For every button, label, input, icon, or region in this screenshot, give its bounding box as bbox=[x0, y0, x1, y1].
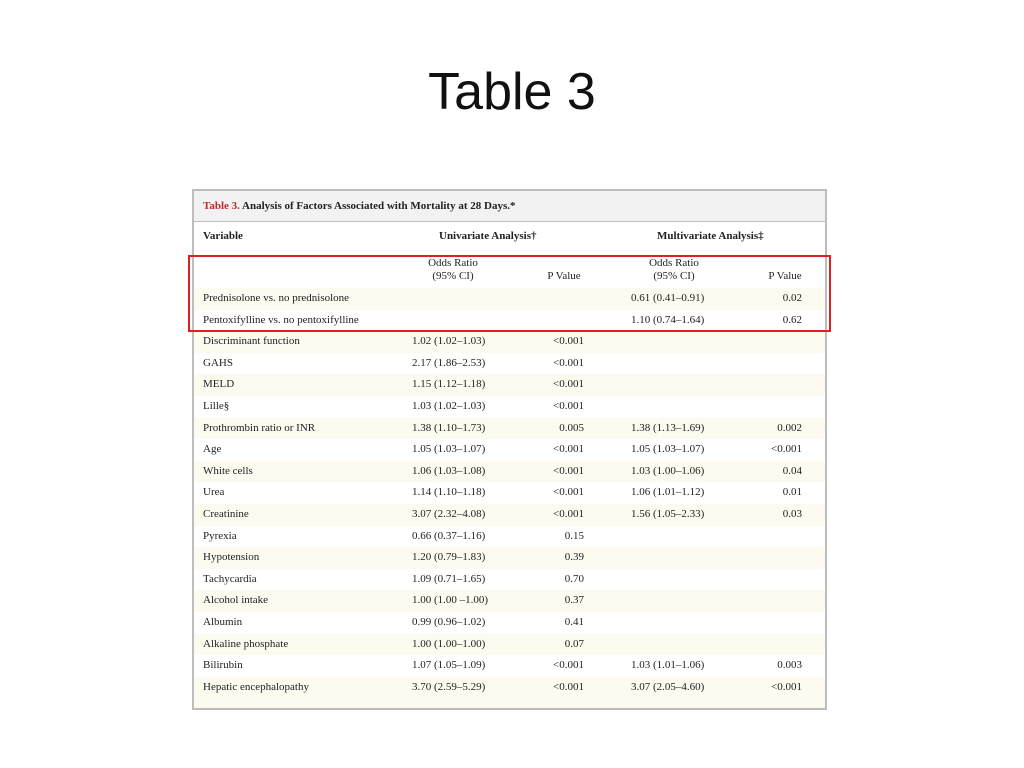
cell-univariate-or: 3.07 (2.32–4.08) bbox=[412, 507, 486, 520]
cell-univariate-or: 2.17 (1.86–2.53) bbox=[412, 356, 486, 369]
slide-title: Table 3 bbox=[428, 63, 596, 121]
cell-variable: Alcohol intake bbox=[203, 594, 269, 607]
cell-univariate-or: 1.38 (1.10–1.73) bbox=[412, 421, 486, 434]
subheader-p1: P Value bbox=[547, 270, 581, 282]
cell-univariate-or: 1.05 (1.03–1.07) bbox=[412, 443, 486, 456]
cell-multivariate-p: 0.04 bbox=[782, 464, 802, 477]
table-row bbox=[194, 569, 825, 591]
highlight-box bbox=[188, 255, 831, 332]
cell-multivariate-or: 1.03 (1.00–1.06) bbox=[631, 464, 705, 477]
cell-multivariate-or: 1.56 (1.05–2.33) bbox=[631, 507, 705, 520]
cell-univariate-p: <0.001 bbox=[553, 356, 584, 369]
subheader-or1-line2: (95% CI) bbox=[432, 270, 474, 282]
cell-univariate-or: 1.00 (1.00 –1.00) bbox=[412, 594, 489, 607]
table-row bbox=[194, 353, 825, 375]
cell-univariate-or: 1.02 (1.02–1.03) bbox=[412, 335, 486, 348]
subheader-or1-line1: Odds Ratio bbox=[428, 257, 478, 269]
cell-univariate-p: 0.15 bbox=[564, 529, 584, 542]
cell-univariate-p: <0.001 bbox=[553, 464, 584, 477]
cell-variable: Prothrombin ratio or INR bbox=[203, 421, 316, 434]
cell-variable: Urea bbox=[203, 486, 225, 499]
cell-variable: Albumin bbox=[203, 615, 243, 628]
cell-multivariate-p: 0.01 bbox=[782, 486, 802, 499]
subheader-or2-line2: (95% CI) bbox=[653, 270, 695, 282]
cell-multivariate-or: 1.06 (1.01–1.12) bbox=[631, 486, 705, 499]
cell-multivariate-or: 1.10 (0.74–1.64) bbox=[631, 313, 705, 326]
table-row bbox=[194, 461, 825, 483]
cell-variable: White cells bbox=[203, 464, 253, 477]
cell-variable: Tachycardia bbox=[203, 572, 257, 585]
table-body bbox=[194, 288, 825, 698]
cell-variable: Age bbox=[203, 443, 222, 456]
cell-variable: MELD bbox=[203, 378, 235, 391]
cell-univariate-p: <0.001 bbox=[553, 680, 584, 693]
table-header-row bbox=[194, 222, 825, 250]
subheader-or2-line1: Odds Ratio bbox=[649, 257, 699, 269]
cell-univariate-or: 3.70 (2.59–5.29) bbox=[412, 680, 486, 693]
cell-univariate-or: 1.15 (1.12–1.18) bbox=[412, 378, 486, 391]
cell-univariate-p: <0.001 bbox=[553, 378, 584, 391]
header-multivariate: Multivariate Analysis‡ bbox=[657, 230, 764, 242]
table-row bbox=[194, 590, 825, 612]
cell-variable: GAHS bbox=[203, 356, 233, 369]
cell-variable: Alkaline phosphate bbox=[203, 637, 289, 650]
cell-univariate-p: <0.001 bbox=[553, 486, 584, 499]
cell-multivariate-or: 1.03 (1.01–1.06) bbox=[631, 659, 705, 672]
cell-univariate-p: 0.37 bbox=[564, 594, 584, 607]
table-row bbox=[194, 677, 825, 699]
cell-variable: Bilirubin bbox=[203, 659, 243, 672]
table-caption-text: Analysis of Factors Associated with Mortality at 28 Days.* bbox=[239, 200, 516, 212]
cell-multivariate-p: <0.001 bbox=[771, 680, 802, 693]
cell-univariate-or: 1.00 (1.00–1.00) bbox=[412, 637, 486, 650]
cell-univariate-or: 0.99 (0.96–1.02) bbox=[412, 615, 486, 628]
table-row bbox=[194, 655, 825, 677]
cell-univariate-or: 1.06 (1.03–1.08) bbox=[412, 464, 486, 477]
cell-univariate-p: <0.001 bbox=[553, 399, 584, 412]
cell-variable: Creatinine bbox=[203, 507, 249, 520]
table-row bbox=[194, 547, 825, 569]
table-row bbox=[194, 612, 825, 634]
table-row bbox=[194, 374, 825, 396]
cell-univariate-p: 0.005 bbox=[559, 421, 584, 434]
cell-univariate-p: 0.07 bbox=[564, 637, 584, 650]
cell-multivariate-or: 0.61 (0.41–0.91) bbox=[631, 292, 705, 304]
table-row bbox=[194, 331, 825, 353]
cell-multivariate-p: 0.62 bbox=[782, 313, 802, 326]
cell-multivariate-or: 3.07 (2.05–4.60) bbox=[631, 680, 705, 693]
cell-variable: Pyrexia bbox=[203, 529, 237, 542]
cell-univariate-or: 0.66 (0.37–1.16) bbox=[412, 529, 486, 542]
table-caption bbox=[194, 191, 825, 222]
cell-univariate-or: 1.20 (0.79–1.83) bbox=[412, 551, 486, 564]
cell-variable: Discriminant function bbox=[203, 335, 300, 348]
cell-univariate-p: <0.001 bbox=[553, 659, 584, 672]
cell-univariate-p: 0.70 bbox=[564, 572, 584, 585]
cell-univariate-p: 0.41 bbox=[564, 615, 584, 628]
cell-univariate-p: <0.001 bbox=[553, 443, 584, 456]
header-variable: Variable bbox=[203, 230, 243, 242]
table-row bbox=[194, 396, 825, 418]
table-caption-label: Table 3. bbox=[203, 200, 240, 212]
table-row bbox=[194, 482, 825, 504]
cell-univariate-or: 1.14 (1.10–1.18) bbox=[412, 486, 486, 499]
cell-multivariate-or: 1.05 (1.03–1.07) bbox=[631, 443, 705, 456]
table-row bbox=[194, 439, 825, 461]
cell-variable: Lille§ bbox=[203, 399, 230, 412]
cell-multivariate-or: 1.38 (1.13–1.69) bbox=[631, 421, 705, 434]
cell-univariate-or: 1.03 (1.02–1.03) bbox=[412, 399, 486, 412]
cell-multivariate-p: 0.002 bbox=[777, 421, 802, 434]
cell-variable: Hypotension bbox=[203, 551, 260, 564]
cell-variable: Hepatic encephalopathy bbox=[203, 680, 309, 693]
cell-univariate-p: <0.001 bbox=[553, 507, 584, 520]
cell-univariate-or: 1.07 (1.05–1.09) bbox=[412, 659, 486, 672]
table-row bbox=[194, 634, 825, 656]
subheader-p2: P Value bbox=[768, 270, 802, 282]
cell-multivariate-p: <0.001 bbox=[771, 443, 802, 456]
cell-multivariate-p: 0.03 bbox=[782, 507, 802, 520]
cell-univariate-p: 0.39 bbox=[564, 551, 584, 564]
table-row bbox=[194, 526, 825, 548]
table-row bbox=[194, 504, 825, 526]
cell-multivariate-p: 0.02 bbox=[782, 292, 802, 304]
cell-multivariate-p: 0.003 bbox=[777, 659, 802, 672]
cell-univariate-or: 1.09 (0.71–1.65) bbox=[412, 572, 486, 585]
cell-univariate-p: <0.001 bbox=[553, 335, 584, 348]
cell-variable: Pentoxifylline vs. no pentoxifylline bbox=[203, 313, 359, 326]
cell-variable: Prednisolone vs. no prednisolone bbox=[203, 292, 350, 304]
header-univariate: Univariate Analysis† bbox=[439, 230, 537, 242]
table-row bbox=[194, 418, 825, 440]
